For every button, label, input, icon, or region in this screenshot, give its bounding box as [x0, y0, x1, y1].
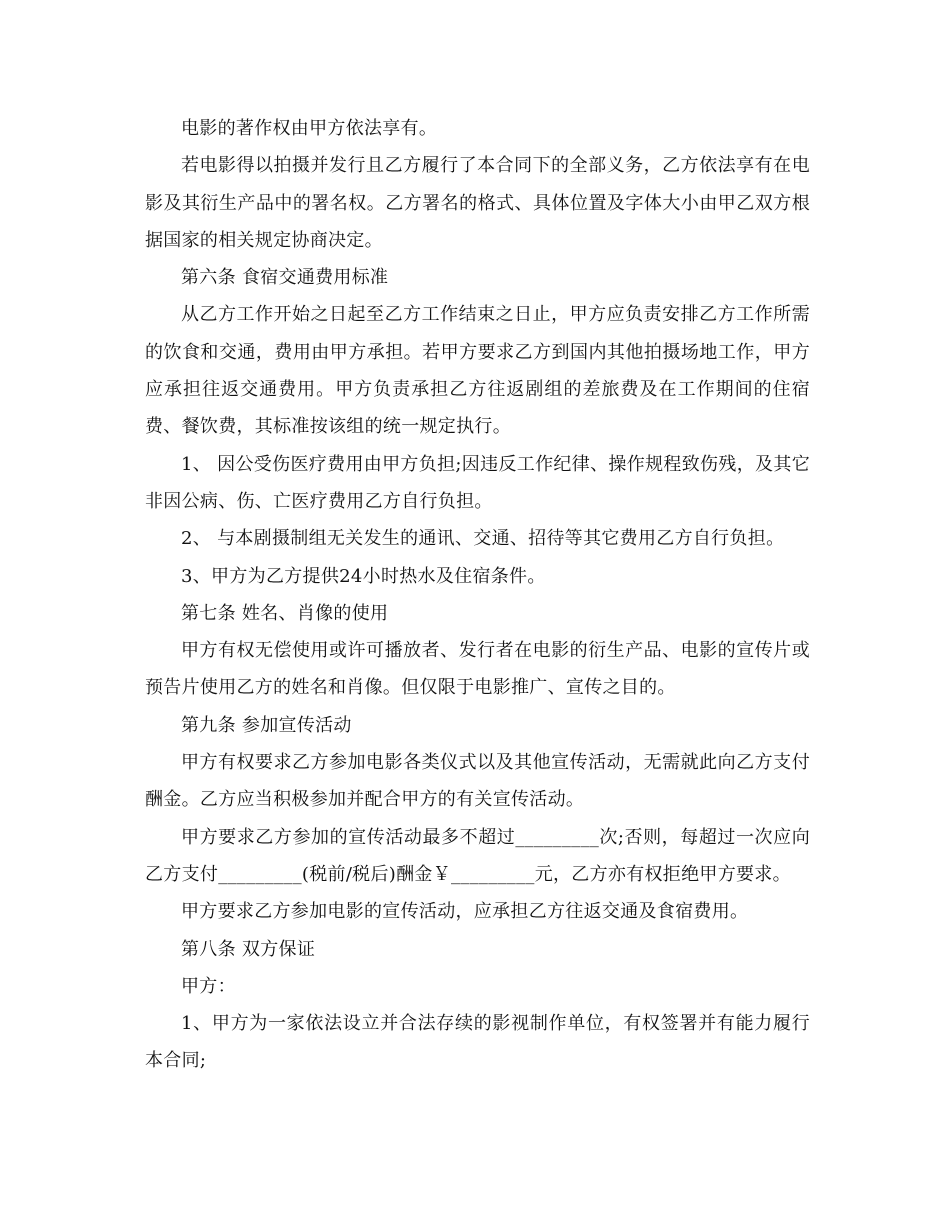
- paragraph-lodging-transport: 从乙方工作开始之日起至乙方工作结束之日止，甲方应负责安排乙方工作所需的饮食和交通，费用由甲方承担。若甲方要求乙方到国内其他拍摄场地工作，甲方应承担往返交通费用。甲方负责承担乙方往返剧组的差旅费及在工作期间的住宿费、餐饮费，其标准按该组的统一规定执行。: [145, 304, 810, 438]
- heading-article-7: 第七条 姓名、肖像的使用: [181, 602, 389, 624]
- list-item-medical: 1、 因公受伤医疗费用由甲方负担;因违反工作纪律、操作规程致伤残，及其它非因公病、伤、亡医疗费用乙方自行负担。: [145, 453, 810, 512]
- heading-article-9: 第九条 参加宣传活动: [181, 714, 352, 736]
- paragraph-promotion-limit: 甲方要求乙方参加的宣传活动最多不超过_________次;否则，每超过一次应向乙方支付_________(税前/税后)酬金￥_________元，乙方亦有权拒绝甲方要求。: [145, 826, 810, 885]
- party-a-label: 甲方：: [181, 975, 236, 997]
- list-item-hot-water: 3、甲方为乙方提供24小时热水及住宿条件。: [181, 565, 546, 587]
- paragraph-promotion: 甲方有权要求乙方参加电影各类仪式以及其他宣传活动，无需就此向乙方支付酬金。乙方应当积极参加并配合甲方的有关宣传活动。: [145, 752, 810, 811]
- paragraph-name-portrait: 甲方有权无偿使用或许可播放者、发行者在电影的衍生产品、电影的宣传片或预告片使用乙方的姓名和肖像。但仅限于电影推广、宣传之目的。: [145, 640, 810, 699]
- paragraph-signature-right: 若电影得以拍摄并发行且乙方履行了本合同下的全部义务，乙方依法享有在电影及其衍生产品中的署名权。乙方署名的格式、具体位置及字体大小由甲乙双方根据国家的相关规定协商决定。: [145, 155, 810, 251]
- list-item-other-costs: 2、 与本剧摄制组无关发生的通讯、交通、招待等其它费用乙方自行负担。: [181, 528, 785, 550]
- list-item-party-a-1: 1、甲方为一家依法设立并合法存续的影视制作单位，有权签署并有能力履行本合同;: [145, 1013, 810, 1072]
- paragraph-copyright: 电影的著作权由甲方依法享有。: [181, 118, 438, 139]
- heading-article-6: 第六条 食宿交通费用标准: [181, 267, 389, 289]
- document-body: [145, 110, 810, 1080]
- heading-article-8: 第八条 双方保证: [181, 938, 316, 960]
- paragraph-promotion-costs: 甲方要求乙方参加电影的宣传活动，应承担乙方往返交通及食宿费用。: [181, 901, 749, 923]
